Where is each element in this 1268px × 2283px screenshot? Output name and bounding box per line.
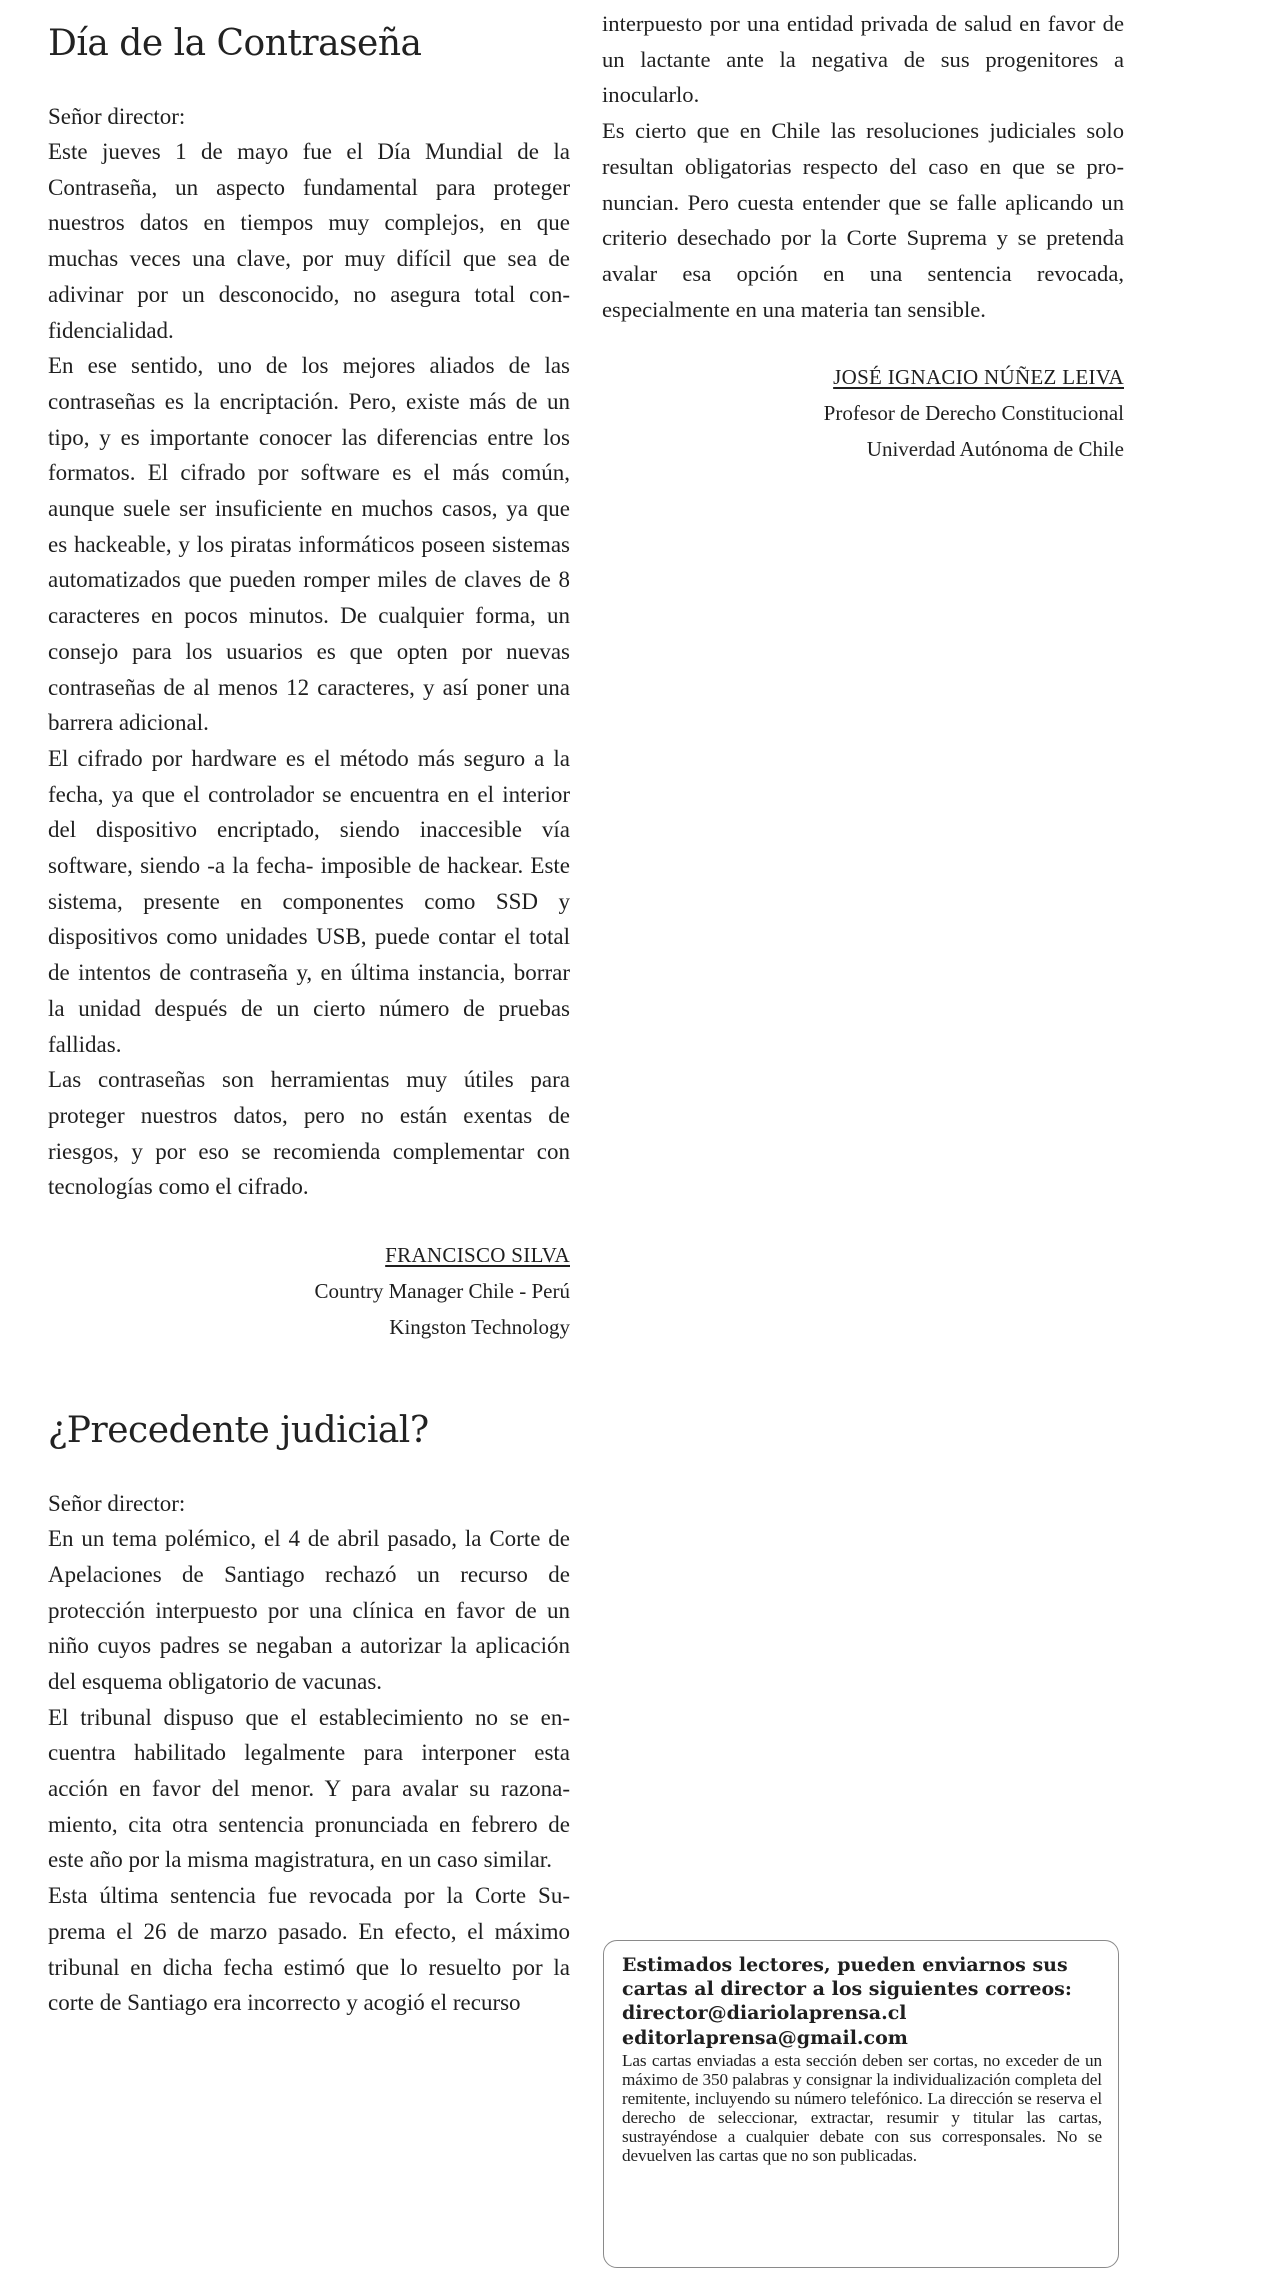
letter1-paragraph-3: El cifrado por hardware es el método más seguro a la fecha, ya que el controlador se encuentra en el interior del dispositivo encriptado, siendo inaccesible vía software, siendo -a la fecha- imposible de hackear. Este sistema, presente en componentes como SSD y dispositivos como unidades USB, puede contar el total de intentos de contraseña y, en última instancia, borrar la unidad después de un cierto número de pruebas fallidas. <box>48 745 570 1057</box>
letter1-signature <box>48 1237 570 1345</box>
letter2-author-role: Profesor de Derecho Constitucional <box>823 401 1124 426</box>
letter1-author-org: Kingston Technology <box>389 1315 570 1340</box>
letter2-author-name: JOSÉ IGNACIO NÚÑEZ LEIVA <box>833 365 1124 390</box>
letter1-paragraph-2: En ese sentido, uno de los mejores aliados de las contraseñas es la encriptación. Pero, existe más de un tipo, y es importante conocer las diferencias entre los formatos. El cifrado por software es el más común, aunque suele ser insuficiente en muchos casos, ya que es hackeable, y los piratas informáticos poseen sistemas automatizados que pueden romper miles de claves de 8 caracteres en pocos minutos. De cualquier forma, un consejo para los usuarios es que opten por nuevas contraseñas de al menos 12 caracteres, y así poner una barrera adicional. <box>48 353 570 736</box>
letter1-paragraph-4: Las contraseñas son herramientas muy útiles para proteger nuestros datos, pero no están exentas de riesgos, y por eso se recomienda complementar con tecnologías como el cifrado. <box>48 1067 570 1200</box>
letter2-author-org: Univerdad Autónoma de Chile <box>866 437 1124 462</box>
notice-email-editor[interactable]: editorlaprensa@gmail.com <box>622 2027 908 2049</box>
letter1-author-role: Country Manager Chile - Perú <box>314 1279 570 1304</box>
notice-header: Estimados lectores, pueden enviarnos sus cartas al director a los siguientes correos: <box>622 1954 1072 2000</box>
letter2-signature <box>602 359 1124 467</box>
left-column <box>48 0 570 2021</box>
right-column <box>602 0 1124 467</box>
letter2-title: ¿Precedente judicial? <box>48 1410 429 1452</box>
letter2-paragraph-1: En un tema polémico, el 4 de abril pasado, la Corte de Apelaciones de Santiago rechazó un recurso de protección interpuesto por una clínica en favor de un niño cuyos padres se negaban a autorizar la aplicación del esquema obligatorio de vacunas. <box>48 1526 570 1694</box>
notice-text: Las cartas enviadas a esta sección deben ser cortas, no exceder de un máximo de 350 palabras y consignar la individualización completa del remitente, incluyendo su número telefónico. La dirección se reserva el derecho de seleccionar, extractar, resumir y titular las cartas, sustrayéndose a cualquier debate con sus corresponsales. No se devuelven las cartas que no son publicadas. <box>622 2051 1102 2165</box>
letter2-continued-paragraph-2: Es cierto que en Chile las resoluciones judiciales solo resultan obligatorias respecto del caso en que se pronuncian. Pero cuesta entender que se falle aplicando un criterio desechado por la Corte Suprema y se pretenda avalar esa opción en una sentencia revocada, especialmente en una materia tan sensible. <box>602 118 1124 322</box>
letter1-paragraph-1: Este jueves 1 de mayo fue el Día Mundial de la Contraseña, un aspecto fundamental para proteger nuestros datos en tiempos muy complejos, en que muchas veces una clave, por muy difícil que sea de adivinar por un desconocido, no asegura total confidencialidad. <box>48 139 570 343</box>
letter2-paragraph-2: El tribunal dispuso que el establecimiento no se encuentra habilitado legalmente para interponer esta acción en favor del menor. Y para avalar su razonamiento, cita otra sentencia pronunciada en febrero de este año por la misma magistratura, en un caso similar. <box>48 1704 570 1873</box>
letter1-title: Día de la Contraseña <box>48 23 422 64</box>
letters-notice-box <box>603 1940 1119 2268</box>
letter2-greeting: Señor director: <box>48 1491 186 1517</box>
notice-email-director[interactable]: director@diariolaprensa.cl <box>622 2002 907 2024</box>
letter2-continued-paragraph-1: interpuesto por una entidad privada de salud en favor de un lactante ante la negativa de sus progenitores a inocularlo. <box>602 11 1124 108</box>
letter1-greeting: Señor director: <box>48 104 186 129</box>
letter2-paragraph-3: Esta última sentencia fue revocada por la Corte Suprema el 26 de marzo pasado. En efecto, el máximo tribunal en dicha fecha estimó que lo resuelto por la corte de Santiago era incorrecto y acogió el recurso <box>48 1883 570 2016</box>
letter1-author-name: FRANCISCO SILVA <box>385 1243 570 1268</box>
